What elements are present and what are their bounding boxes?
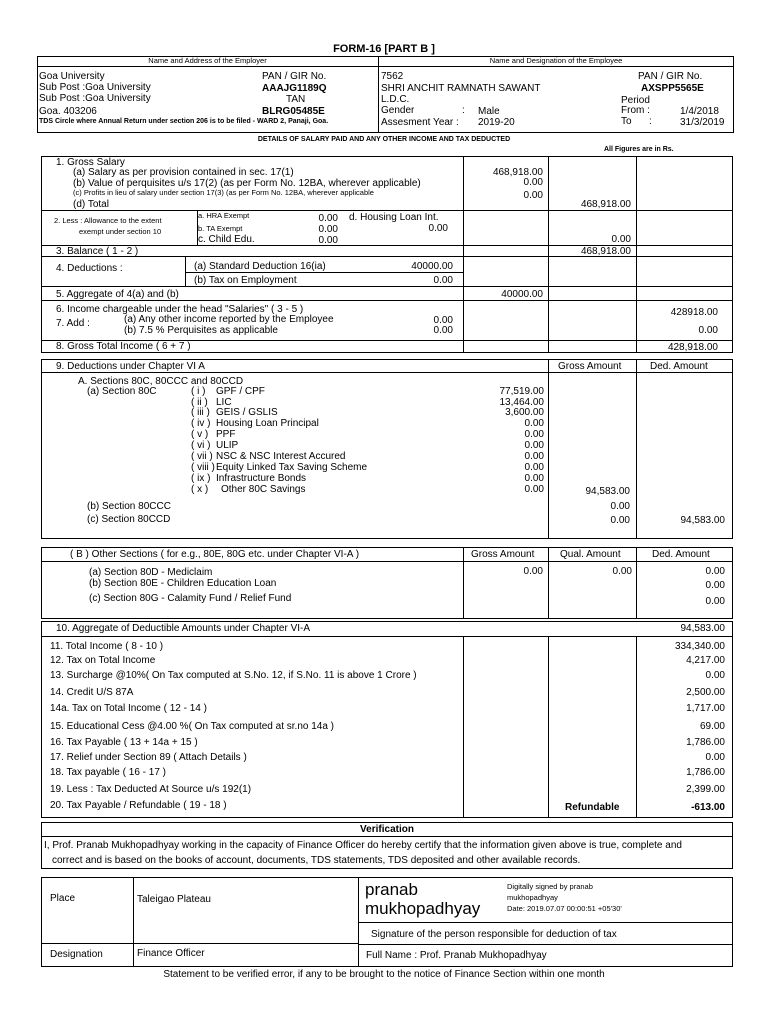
child-edu-label: c. Child Edu. [198, 234, 255, 245]
digital-sign-date: Date: 2019.07.07 00:00:51 +05'30' [507, 904, 622, 913]
employer-header: Name and Address of the Employer [148, 56, 267, 65]
tax-row-s20-value: -613.00 [691, 802, 725, 813]
tax-row-s19-value: 2,399.00 [686, 784, 725, 795]
item-80c-label: ULIP [216, 440, 239, 451]
other-ded-header: Ded. Amount [652, 549, 710, 560]
exempt-label: exempt under section 10 [79, 227, 162, 236]
section-80c-label: (a) Section 80C [87, 386, 157, 397]
tax-on-employment-value: 0.00 [433, 275, 453, 286]
hra-value: 0.00 [318, 213, 338, 224]
employer-pan: AAAJG1189Q [262, 83, 327, 94]
employee-designation: L.D.C. [381, 94, 410, 105]
item-80c-label: Housing Loan Principal [216, 418, 319, 429]
income-salaries-value: 428918.00 [670, 307, 718, 318]
gender-value: Male [478, 106, 500, 117]
item-80c-num: ( iv ) [191, 418, 211, 429]
chapter-6a-heading: 9. Deductions under Chapter VI A [56, 361, 205, 372]
tax-row-s10-label: 10. Aggregate of Deductible Amounts under Chapter VI-A [56, 623, 311, 634]
item-80c-label: Equity Linked Tax Saving Scheme [216, 462, 368, 473]
form-title: FORM-16 [PART B ] [333, 43, 435, 55]
tax-row-s10-value: 94,583.00 [680, 623, 725, 634]
digital-sign-line-2: mukhopadhyay [507, 893, 558, 902]
perquisites-label: (b) Value of perquisites u/s 17(2) (as per Form No. 12BA, wherever applicable) [73, 178, 421, 189]
item-80c-value: 0.00 [524, 451, 544, 462]
qual-amount-header: Qual. Amount [560, 549, 621, 560]
place-value: Taleigao Plateau [137, 894, 211, 905]
place-label: Place [50, 893, 76, 904]
total-80c-value: 94,583.00 [585, 486, 630, 497]
designation-value: Finance Officer [137, 948, 205, 959]
verification-heading: Verification [360, 824, 414, 835]
tax-row-s19-label: 19. Less : Tax Deducted At Source u/s 192(1) [50, 784, 252, 795]
salary-17-1-value: 468,918.00 [492, 167, 543, 178]
figures-note: All Figures are in Rs. [604, 146, 674, 153]
section-80ccd-label: (c) Section 80CCD [87, 514, 171, 525]
gross-amount-header: Gross Amount [558, 361, 622, 372]
refundable-label: Refundable [565, 802, 620, 813]
ta-label: b. TA Exempt [198, 224, 243, 233]
employee-header: Name and Designation of the Employee [489, 56, 623, 65]
housing-loan-label: d. Housing Loan Int. [349, 212, 439, 223]
perquisites-75-label: (b) 7.5 % Perquisites as applicable [124, 325, 278, 336]
signature-name-line-1: pranab [365, 880, 418, 899]
employee-code: 7562 [381, 71, 404, 82]
ta-value: 0.00 [318, 224, 338, 235]
item-80c-num: ( ii ) [191, 397, 208, 408]
tax-row-s13-value: 0.00 [705, 670, 725, 681]
from-label: From : [621, 105, 650, 116]
employee-name: SHRI ANCHIT RAMNATH SAWANT [381, 83, 541, 94]
tax-row-s18-label: 18. Tax payable ( 16 - 17 ) [50, 767, 166, 778]
item-80c-num: ( vii ) [191, 451, 213, 462]
ay-value: 2019-20 [478, 117, 515, 128]
section-80d-qual: 0.00 [612, 566, 632, 577]
balance-value: 468,918.00 [580, 246, 631, 257]
section-80g-label: (c) Section 80G - Calamity Fund / Relief Fund [89, 593, 292, 604]
item-80c-value: 0.00 [524, 418, 544, 429]
perquisites-value: 0.00 [523, 177, 543, 188]
section-a-heading: A. Sections 80C, 80CCC and 80CCD [78, 376, 244, 387]
less-allowance-label: 2. Less : Allowance to the extent [54, 216, 162, 225]
item-80c-num: ( viii ) [191, 462, 215, 473]
item-80c-value: 0.00 [524, 473, 544, 484]
other-income-label: (a) Any other income reported by the Employee [124, 314, 334, 325]
tax-row-s17-value: 0.00 [705, 752, 725, 763]
item-80c-label: GEIS / GSLIS [216, 407, 278, 418]
tax-row-s14-label: 14. Credit U/S 87A [50, 687, 134, 698]
section-80e-label: (b) Section 80E - Children Education Loan [89, 578, 277, 589]
full-name: Full Name : Prof. Pranab Mukhopadhyay [366, 950, 547, 961]
item-80c-label: Infrastructure Bonds [216, 473, 307, 484]
item-80c-num: ( iii ) [191, 407, 210, 418]
section-80ccd-value: 0.00 [610, 515, 630, 526]
item-80c-value: 0.00 [524, 462, 544, 473]
tax-row-s15-label: 15. Educational Cess @4.00 %( On Tax computed at sr.no 14a ) [50, 721, 335, 732]
details-heading: DETAILS OF SALARY PAID AND ANY OTHER INCOME AND TAX DEDUCTED [257, 136, 511, 143]
tax-row-s14a-label: 14a. Tax on Total Income ( 12 - 14 ) [50, 703, 207, 714]
item-80c-label: GPF / CPF [216, 386, 265, 397]
balance-label: 3. Balance ( 1 - 2 ) [56, 246, 139, 257]
child-edu-value: 0.00 [318, 235, 338, 246]
responsible-signature-label: Signature of the person responsible for deduction of tax [371, 929, 617, 940]
item-80c-label: NSC & NSC Interest Accured [216, 451, 346, 462]
hra-label: a. HRA Exempt [198, 211, 250, 220]
from-value: 1/4/2018 [680, 106, 719, 117]
employer-sub-post-2: Sub Post :Goa University [39, 93, 151, 104]
section-80ccc-value: 0.00 [610, 501, 630, 512]
tax-row-s12-value: 4,217.00 [686, 655, 725, 666]
to-label: To [621, 116, 632, 127]
aggregate-4-label: 5. Aggregate of 4(a) and (b) [56, 289, 179, 300]
digital-sign-line-1: Digitally signed by pranab [507, 882, 593, 891]
item-80c-label: Other 80C Savings [221, 484, 306, 495]
other-gross-header: Gross Amount [471, 549, 535, 560]
salary-17-1-label: (a) Salary as per provision contained in sec. 17(1) [73, 167, 294, 178]
gross-total-income-value: 428,918.00 [667, 342, 718, 353]
other-income-value: 0.00 [433, 315, 453, 326]
item-80c-num: ( v ) [191, 429, 209, 440]
section-80g-ded: 0.00 [705, 596, 725, 607]
employer-address: Goa. 403206 [39, 106, 97, 117]
item-80c-num: ( vi ) [191, 440, 211, 451]
item-80c-label: LIC [216, 397, 232, 408]
tax-row-s11-value: 334,340.00 [674, 641, 725, 652]
to-value: 31/3/2019 [680, 117, 725, 128]
housing-loan-value: 0.00 [428, 223, 448, 234]
section-80d-label: (a) Section 80D - Mediclaim [89, 567, 213, 578]
deductions-label: 4. Deductions : [56, 263, 123, 274]
section-80d-ded: 0.00 [705, 566, 725, 577]
footer-note: Statement to be verified error, if any to be brought to the notice of Finance Section within one month [163, 969, 605, 980]
item-80c-num: ( x ) [191, 484, 209, 495]
period-label: Period [621, 95, 650, 106]
section-80ccc-label: (b) Section 80CCC [87, 501, 171, 512]
aggregate-4-value: 40000.00 [501, 289, 543, 300]
standard-deduction-label: (a) Standard Deduction 16(ia) [194, 261, 326, 272]
tax-on-employment-label: (b) Tax on Employment [194, 275, 297, 286]
employer-sub-post-1: Sub Post :Goa University [39, 82, 151, 93]
item-80c-label: PPF [216, 429, 236, 440]
section-80d-gross: 0.00 [523, 566, 543, 577]
section-80e-ded: 0.00 [705, 580, 725, 591]
add-total-value: 0.00 [698, 325, 718, 336]
ded-amount-header: Ded. Amount [650, 361, 708, 372]
item-80c-value: 0.00 [524, 440, 544, 451]
employer-tan-label: TAN [286, 94, 306, 105]
employee-pan: AXSPP5565E [641, 83, 704, 94]
ded-a-total-value: 94,583.00 [680, 515, 725, 526]
tax-row-s11-label: 11. Total Income ( 8 - 10 ) [50, 641, 164, 652]
gross-total-income-label: 8. Gross Total Income ( 6 + 7 ) [56, 341, 191, 352]
item-80c-value: 77,519.00 [499, 386, 544, 397]
other-sections-heading: ( B ) Other Sections ( for e.g., 80E, 80G etc. under Chapter VI-A ) [70, 549, 360, 560]
employer-pan-label: PAN / GIR No. [262, 71, 327, 82]
signature-name-line-2: mukhopadhyay [365, 899, 481, 918]
item-80c-num: ( ix ) [191, 473, 211, 484]
item-80c-num: ( i ) [191, 386, 206, 397]
employer-tan: BLRG05485E [262, 106, 325, 117]
tax-row-s16-value: 1,786.00 [686, 737, 725, 748]
item-80c-value: 13,464.00 [499, 397, 544, 408]
tax-row-s18-value: 1,786.00 [686, 767, 725, 778]
verification-line-1: I, Prof. Pranab Mukhopadhyay working in the capacity of Finance Officer do hereby certify that the information given above is true, complete and [44, 840, 682, 851]
less-allowance-total: 0.00 [611, 234, 631, 245]
income-salaries-label: 6. Income chargeable under the head "Salaries" ( 3 - 5 ) [56, 304, 304, 315]
tax-row-s15-value: 69.00 [699, 721, 725, 732]
profits-label: (c) Profits in lieu of salary under section 17(3) (as per Form No. 12BA, wherever applicable [73, 188, 374, 197]
perquisites-75-value: 0.00 [433, 325, 453, 336]
standard-deduction-value: 40000.00 [411, 261, 453, 272]
designation-label: Designation [50, 949, 103, 960]
tax-row-s12-label: 12. Tax on Total Income [50, 655, 156, 666]
tds-circle: TDS Circle where Annual Return under section 206 is to be filed - WARD 2, Panaji, Goa. [39, 118, 329, 125]
total-value: 468,918.00 [580, 199, 631, 210]
item-80c-value: 0.00 [524, 429, 544, 440]
ay-label: Assesment Year : [381, 117, 459, 128]
tax-row-s16-label: 16. Tax Payable ( 13 + 14a + 15 ) [50, 737, 198, 748]
tax-row-s20-label: 20. Tax Payable / Refundable ( 19 - 18 ) [50, 800, 227, 811]
employee-pan-label: PAN / GIR No. [638, 71, 703, 82]
gross-salary-label: 1. Gross Salary [56, 157, 125, 168]
profits-value: 0.00 [523, 190, 543, 201]
tax-row-s13-label: 13. Surcharge @10%( On Tax computed at S.No. 12, if S.No. 11 is above 1 Crore ) [50, 670, 417, 681]
tax-row-s17-label: 17. Relief under Section 89 ( Attach Details ) [50, 752, 247, 763]
item-80c-value: 0.00 [524, 484, 544, 495]
gender-label: Gender [381, 105, 415, 116]
tax-row-s14-value: 2,500.00 [686, 687, 725, 698]
total-label: (d) Total [73, 199, 109, 210]
tax-row-s14a-value: 1,717.00 [686, 703, 725, 714]
item-80c-value: 3,600.00 [505, 407, 544, 418]
add-label: 7. Add : [56, 318, 90, 329]
verification-line-2: correct and is based on the books of account, documents, TDS statements, TDS deposited and other available records. [52, 855, 581, 866]
employer-name: Goa University [39, 71, 105, 82]
